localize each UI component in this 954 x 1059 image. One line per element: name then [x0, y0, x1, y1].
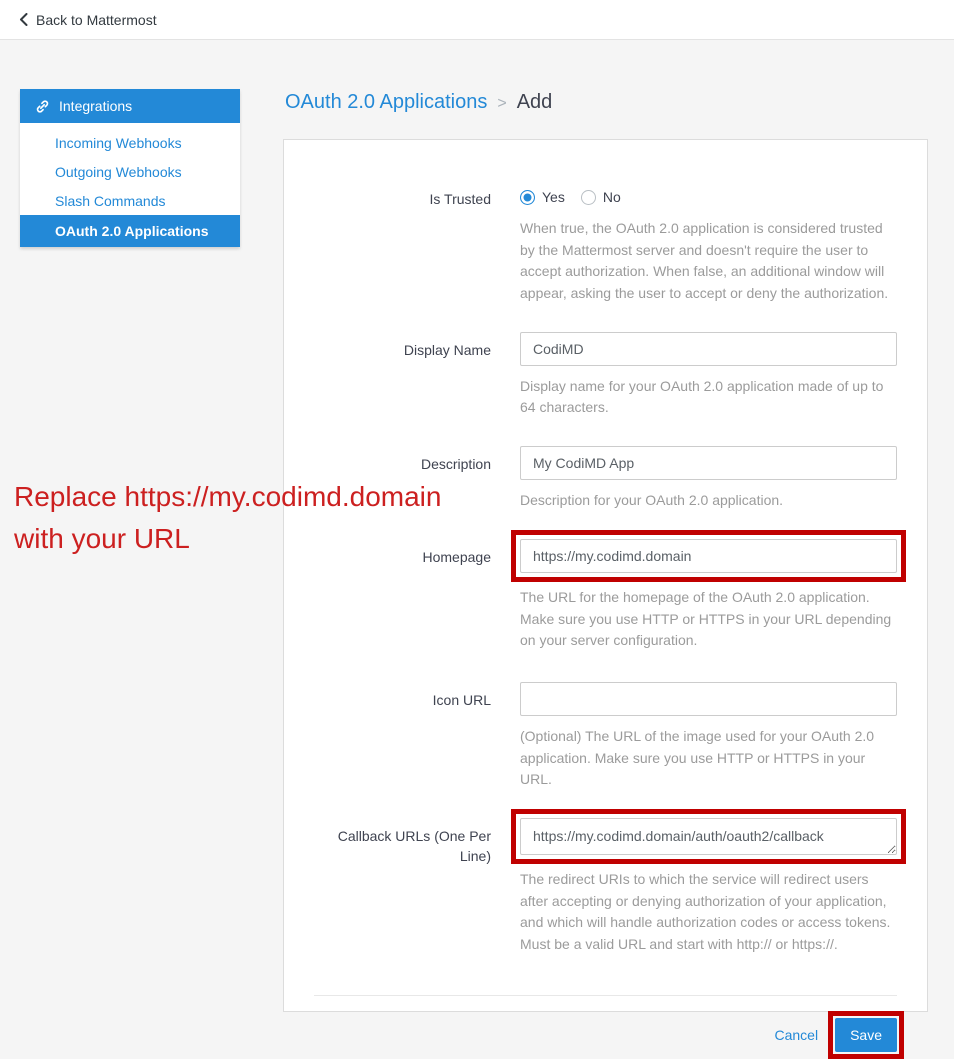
- sidebar-header-label: Integrations: [59, 98, 133, 114]
- chevron-left-icon: [19, 13, 28, 26]
- annotation-line: Replace https://my.codimd.domain: [14, 481, 442, 512]
- save-button[interactable]: Save: [835, 1018, 897, 1052]
- radio-option-yes[interactable]: [520, 189, 565, 205]
- field-label: Is Trusted: [429, 191, 491, 207]
- form-row-callback-urls: [314, 818, 897, 956]
- radio-yes-input[interactable]: [520, 190, 535, 205]
- radio-no-label: No: [602, 189, 621, 205]
- cancel-button[interactable]: Cancel: [774, 1026, 819, 1043]
- field-label: Callback URLs (One Per Line): [337, 827, 491, 865]
- link-icon: [35, 99, 50, 114]
- sidebar-item-oauth-applications[interactable]: [20, 215, 240, 247]
- form-row-is-trusted: [314, 188, 897, 305]
- back-label: Back to Mattermost: [36, 11, 157, 28]
- back-to-mattermost-link[interactable]: [19, 12, 157, 28]
- sidebar-item-label: Slash Commands: [55, 192, 166, 209]
- field-help: Display name for your OAuth 2.0 application made of up to 64 characters.: [520, 377, 884, 416]
- annotation-note: [14, 476, 441, 560]
- radio-yes-label: Yes: [542, 189, 565, 205]
- sidebar-item-slash-commands[interactable]: [20, 186, 240, 215]
- sidebar-item-label: Incoming Webhooks: [55, 134, 182, 151]
- sidebar-item-outgoing-webhooks[interactable]: [20, 157, 240, 186]
- sidebar-item-incoming-webhooks[interactable]: [20, 128, 240, 157]
- display-name-input[interactable]: [520, 332, 897, 366]
- field-help: (Optional) The URL of the image used for your OAuth 2.0 application. Make sure you use HTTP or HTTPS in your URL.: [520, 727, 875, 788]
- description-input[interactable]: [520, 446, 897, 480]
- field-help: The redirect URIs to which the service will redirect users after accepting or denying authorization of your application, and which will handle authorization codes or access tokens. Must be a valid URL and start with http:// or https://.: [520, 870, 891, 952]
- topbar: [0, 0, 954, 40]
- is-trusted-radio-group: [520, 188, 897, 205]
- breadcrumb: [285, 91, 552, 114]
- page-title: Add: [516, 91, 553, 113]
- field-label: Display Name: [403, 341, 491, 358]
- admin-sidebar: [20, 89, 240, 247]
- field-help: When true, the OAuth 2.0 application is considered trusted by the Mattermost server and doesn't require the user to accept authorization. When false, an additional window will appear, asking the user to accept or deny the authorization.: [520, 220, 889, 302]
- radio-option-no[interactable]: [581, 189, 621, 205]
- field-label: Description: [420, 456, 491, 473]
- annotation-line: with your URL: [14, 523, 190, 554]
- sidebar-header-integrations: [20, 89, 240, 123]
- field-label: Icon URL: [432, 691, 491, 708]
- sidebar-item-label: Outgoing Webhooks: [55, 163, 182, 180]
- homepage-input[interactable]: [520, 539, 897, 573]
- sidebar-items: [20, 123, 240, 247]
- form-footer: [314, 996, 897, 1052]
- radio-no-input[interactable]: [581, 190, 596, 205]
- sidebar-item-label: OAuth 2.0 Applications: [55, 223, 209, 239]
- oauth-add-form-panel: [283, 139, 928, 1043]
- form-row-display-name: [314, 332, 897, 419]
- icon-url-input[interactable]: [520, 682, 897, 716]
- form-row-icon-url: [314, 682, 897, 791]
- breadcrumb-parent-link[interactable]: OAuth 2.0 Applications: [285, 91, 488, 113]
- field-help: Description for your OAuth 2.0 application.: [520, 492, 784, 509]
- callback-urls-textarea[interactable]: [520, 818, 897, 855]
- breadcrumb-separator: >: [497, 94, 507, 112]
- field-label: Homepage: [422, 548, 491, 565]
- field-help: The URL for the homepage of the OAuth 2.0 application. Make sure you use HTTP or HTTPS in your URL depending on your server configuration.: [520, 588, 892, 649]
